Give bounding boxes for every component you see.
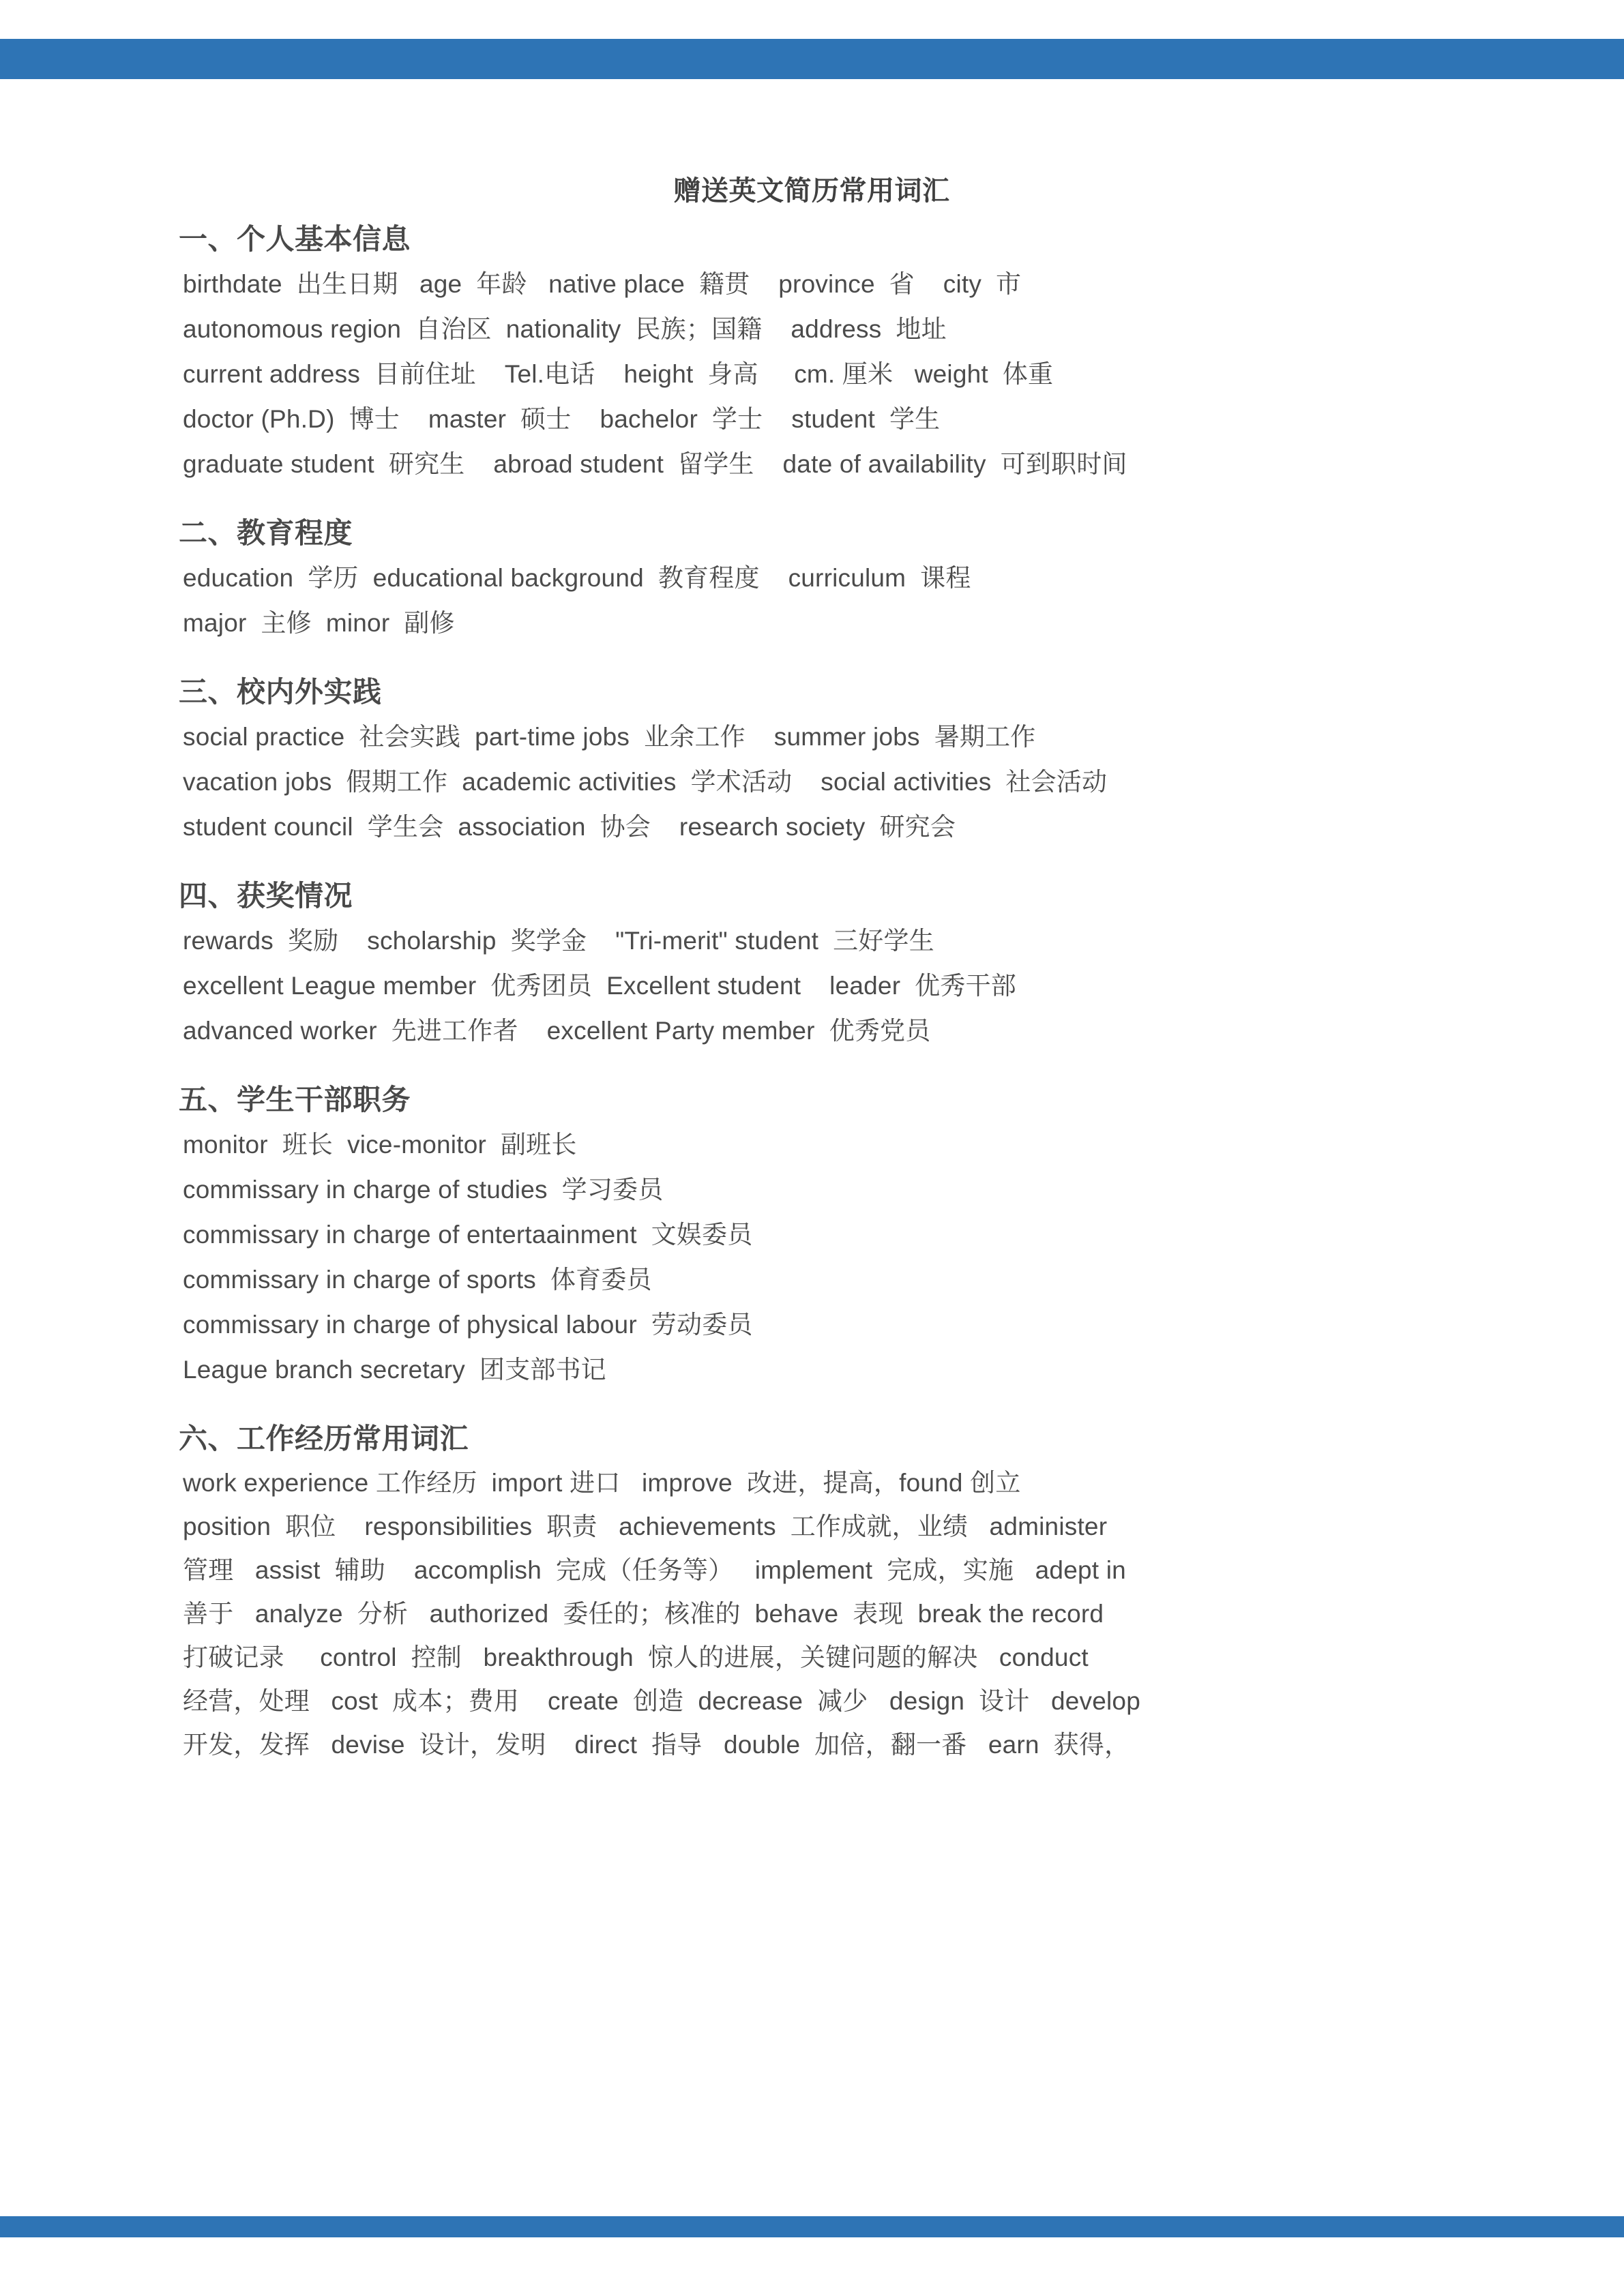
section-heading: 二、教育程度 xyxy=(179,516,353,549)
vocabulary-line: commissary in charge of entertaainment 文娱委员 xyxy=(183,1221,753,1249)
vocabulary-line: major 主修 minor 副修 xyxy=(183,609,455,638)
sections-container xyxy=(179,220,1445,1767)
vocabulary-line: monitor 班长 vice-monitor 副班长 xyxy=(183,1131,577,1159)
section-2 xyxy=(179,514,1445,646)
section-body xyxy=(179,1461,1445,1767)
section-heading: 四、获奖情况 xyxy=(179,879,353,912)
vocabulary-line: doctor (Ph.D) 博士 master 硕士 bachelor 学士 student 学生 xyxy=(183,405,941,434)
section-3 xyxy=(179,673,1445,850)
vocabulary-line: advanced worker 先进工作者 excellent Party member 优秀党员 xyxy=(183,1017,931,1045)
section-4 xyxy=(179,877,1445,1054)
section-6 xyxy=(179,1420,1445,1767)
vocabulary-line: 经营，处理 cost 成本；费用 create 创造 decrease 减少 design 设计 develop xyxy=(183,1686,1140,1715)
section-body xyxy=(179,919,1445,1054)
vocabulary-line: commissary in charge of studies 学习委员 xyxy=(183,1176,664,1204)
vocabulary-line: graduate student 研究生 abroad student 留学生 date of availability 可到职时间 xyxy=(183,449,1127,478)
vocabulary-line: student council 学生会 association 协会 research society 研究会 xyxy=(183,813,956,841)
section-body xyxy=(179,1122,1445,1392)
vocabulary-line: current address 目前住址 Tel.电话 height 身高 cm. 厘米 weight 体重 xyxy=(183,360,1054,389)
vocabulary-line: rewards 奖励 scholarship 奖学金 "Tri-merit" student 三好学生 xyxy=(183,927,934,955)
vocabulary-line: 打破记录 control 控制 breakthrough 惊人的进展，关键问题的解决 conduct xyxy=(183,1643,1089,1671)
vocabulary-line: work experience 工作经历 import 进口 improve 改进，提高，found 创立 xyxy=(183,1468,1021,1497)
vocabulary-line: position 职位 responsibilities 职责 achievements 工作成就，业绩 administer xyxy=(183,1512,1108,1540)
vocabulary-line: birthdate 出生日期 age 年龄 native place 籍贯 province 省 city 市 xyxy=(183,270,1022,299)
section-heading: 六、工作经历常用词汇 xyxy=(179,1422,469,1455)
section-1 xyxy=(179,220,1445,487)
vocabulary-line: commissary in charge of physical labour 劳动委员 xyxy=(183,1310,753,1339)
top-accent-band xyxy=(0,39,1624,79)
bottom-accent-band xyxy=(0,2216,1624,2237)
vocabulary-line: commissary in charge of sports 体育委员 xyxy=(183,1265,652,1294)
page-title: 赠送英文简历常用词汇 xyxy=(673,176,950,206)
section-heading: 三、校内外实践 xyxy=(179,675,382,708)
document-page xyxy=(179,174,1445,1767)
vocabulary-line: 管理 assist 辅助 accomplish 完成（任务等） implement 完成，实施 adept in xyxy=(183,1555,1126,1584)
vocabulary-line: vacation jobs 假期工作 academic activities 学术活动 social activities 社会活动 xyxy=(183,768,1108,796)
section-heading: 一、个人基本信息 xyxy=(179,223,411,255)
section-heading: 五、学生干部职务 xyxy=(179,1083,411,1116)
section-body xyxy=(179,262,1445,486)
vocabulary-line: education 学历 educational background 教育程度 curriculum 课程 xyxy=(183,564,971,593)
vocabulary-line: social practice 社会实践 part-time jobs 业余工作 summer jobs 暑期工作 xyxy=(183,723,1036,751)
section-5 xyxy=(179,1081,1445,1392)
section-body xyxy=(179,556,1445,646)
section-body xyxy=(179,715,1445,850)
vocabulary-line: excellent League member 优秀团员 Excellent student leader 优秀干部 xyxy=(183,972,1016,1000)
vocabulary-line: League branch secretary 团支部书记 xyxy=(183,1355,606,1384)
vocabulary-line: autonomous region 自治区 nationality 民族；国籍 address 地址 xyxy=(183,315,947,344)
vocabulary-line: 善于 analyze 分析 authorized 委任的；核准的 behave 表现 break the record xyxy=(183,1599,1104,1628)
vocabulary-line: 开发，发挥 devise 设计，发明 direct 指导 double 加倍，翻一番 earn 获得， xyxy=(183,1730,1130,1759)
